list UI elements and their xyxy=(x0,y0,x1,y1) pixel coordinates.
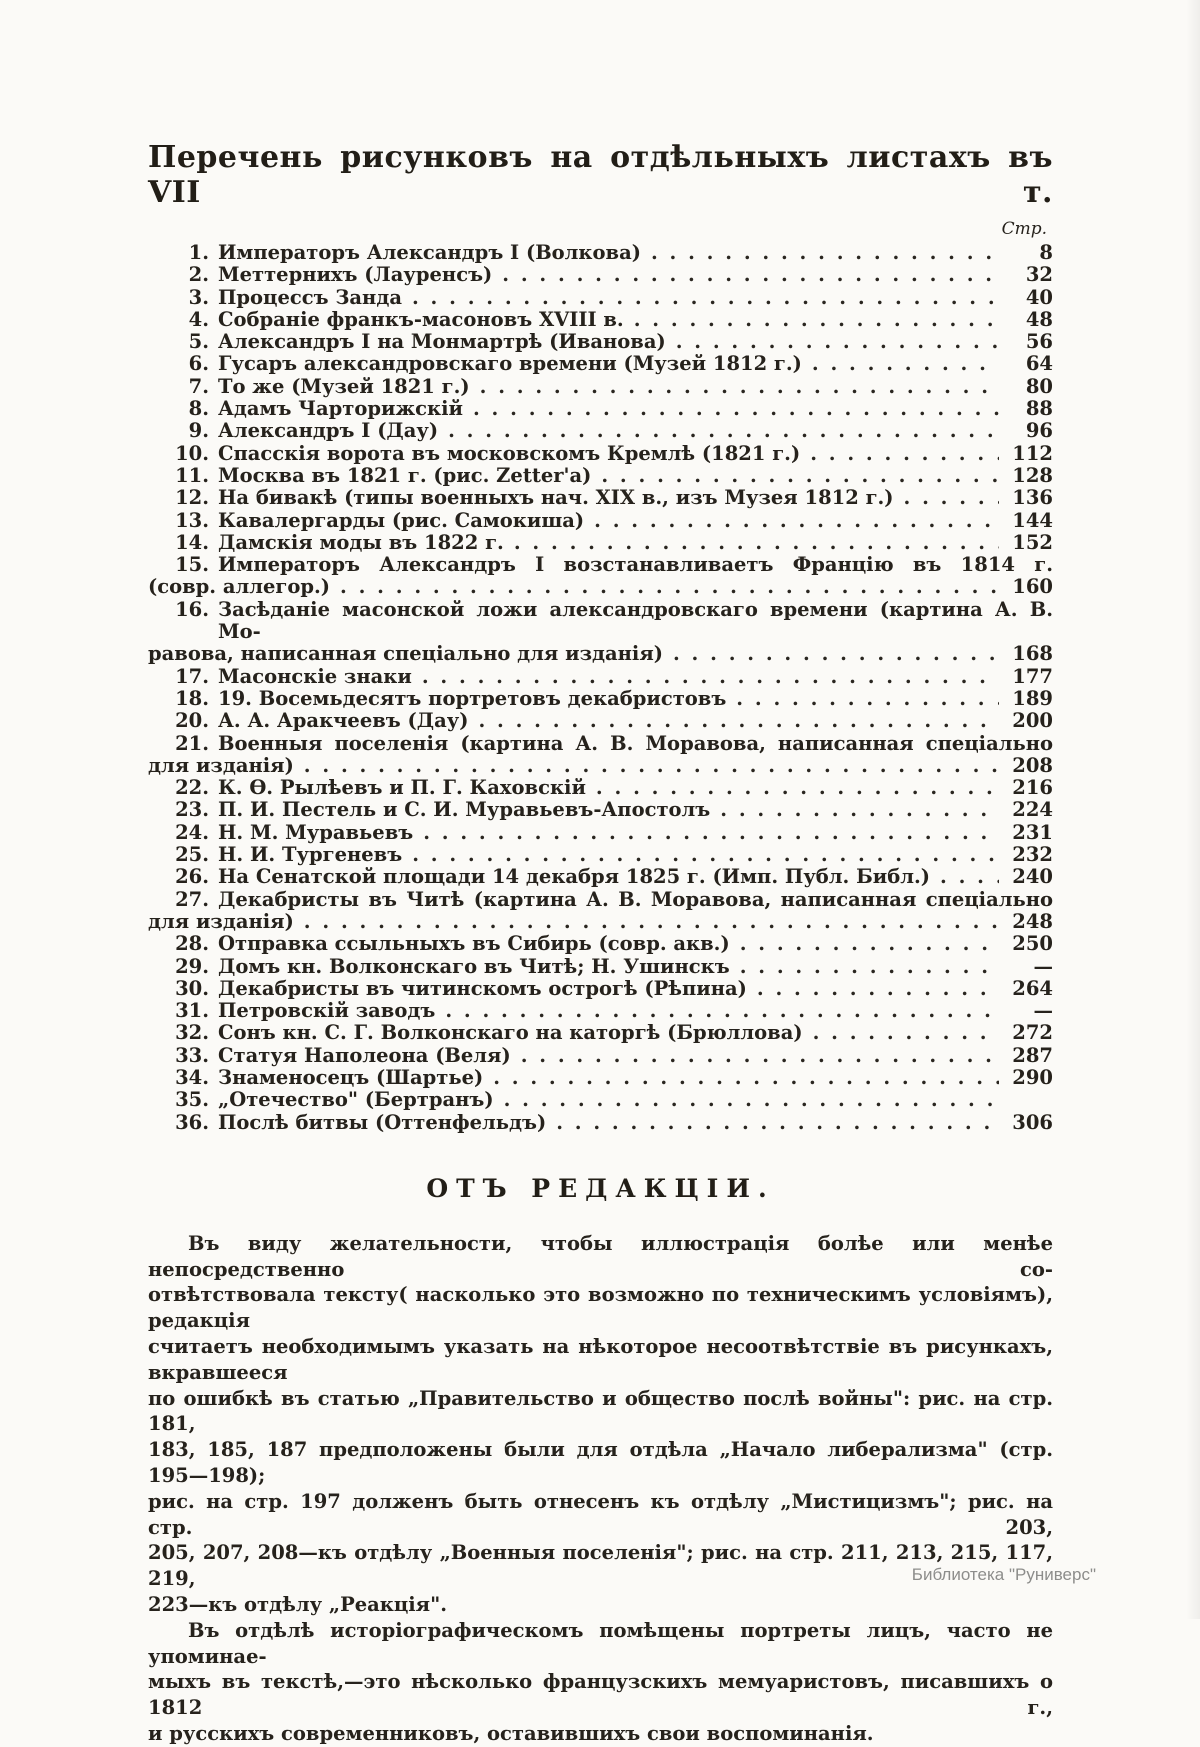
entry-text: Адамъ Чарторижскій xyxy=(218,397,463,421)
entry-text: Отправка ссыльныхъ въ Сибирь (совр. акв.) xyxy=(218,932,730,956)
entry-text: Статуя Наполеона (Веля) xyxy=(218,1043,511,1067)
entry-page-number: 250 xyxy=(1012,932,1053,956)
entry-continuation-text: (совр. аллегор.) xyxy=(148,575,331,599)
entry-text: 19. Восемьдесятъ портретовъ декабристовъ xyxy=(218,686,727,710)
entry-page-number: — xyxy=(1033,999,1053,1023)
paragraph-line: рис. на стр. 197 долженъ быть отнесенъ къ отдѣлу „Мистицизмъ"; рис. на стр. 203, xyxy=(148,1489,1053,1539)
list-entry xyxy=(148,1089,1053,1111)
entry-number: 11. xyxy=(175,463,209,487)
list-entry xyxy=(148,353,1053,375)
list-entry xyxy=(148,933,1053,955)
paragraph-line: 223—къ отдѣлу „Реакція". xyxy=(148,1593,448,1617)
dot-leader xyxy=(448,420,999,442)
entry-text: Меттернихъ (Лауренсъ) xyxy=(218,263,493,287)
list-entry xyxy=(148,1000,1053,1022)
dot-leader xyxy=(740,933,999,955)
entry-number: 36. xyxy=(175,1110,209,1134)
entry-line xyxy=(148,376,1053,398)
entry-continuation-text: для изданія) xyxy=(148,753,294,777)
entry-line xyxy=(148,510,1053,532)
entry-text: Петровскій заводъ xyxy=(218,999,436,1023)
entry-page-number: 306 xyxy=(1012,1110,1053,1134)
list-entry xyxy=(148,554,1053,599)
entry-number: 27. xyxy=(175,887,209,911)
list-entry xyxy=(148,331,1053,353)
dot-leader xyxy=(813,1022,999,1044)
entry-page-number: 287 xyxy=(1012,1043,1053,1067)
list-entry xyxy=(148,242,1053,264)
editorial-paragraph xyxy=(148,1618,1053,1747)
entry-number: 15. xyxy=(175,553,209,577)
entry-text: Сонъ кн. С. Г. Волконскаго на каторгѣ (Брюллова) xyxy=(218,1021,803,1045)
entry-line xyxy=(148,844,1053,866)
entry-line xyxy=(148,799,1053,821)
entry-page-number: 8 xyxy=(1039,241,1053,264)
entry-page-number: 248 xyxy=(1012,909,1053,933)
entry-continuation xyxy=(148,911,1053,933)
entry-line xyxy=(148,1022,1053,1044)
entry-line xyxy=(148,465,1053,487)
entry-line xyxy=(148,1089,1053,1111)
entry-line xyxy=(148,956,1053,978)
entry-number: 5. xyxy=(188,330,209,354)
list-entry xyxy=(148,889,1053,934)
entry-text: Декабристы въ Читѣ (картина А. В. Моравова, написанная спеціально xyxy=(218,887,1053,911)
entry-page-number: 144 xyxy=(1012,508,1053,532)
entry-line xyxy=(148,532,1053,554)
dot-leader xyxy=(940,866,999,888)
list-entry xyxy=(148,666,1053,688)
entry-page-number: 96 xyxy=(1025,419,1053,443)
dot-leader xyxy=(493,1067,999,1089)
entry-line xyxy=(148,1067,1053,1089)
entry-page-number: 200 xyxy=(1012,709,1053,733)
entry-text: „Отечество" (Бертранъ) xyxy=(218,1088,494,1112)
entry-number: 34. xyxy=(175,1065,209,1089)
dot-leader xyxy=(651,242,999,264)
library-watermark: Библиотека "Руниверс" xyxy=(911,1565,1096,1584)
entry-text: Домъ кн. Волконскаго въ Читѣ; Н. Ушинскъ xyxy=(218,954,730,978)
entry-number: 33. xyxy=(175,1043,209,1067)
entry-line xyxy=(148,1000,1053,1022)
entry-text: Масонскіе знаки xyxy=(218,664,412,688)
list-entry xyxy=(148,1067,1053,1089)
entry-number: 7. xyxy=(188,374,209,398)
entry-line xyxy=(148,889,1053,911)
entry-line xyxy=(148,242,1053,264)
entry-line xyxy=(148,733,1053,755)
dot-leader xyxy=(340,576,999,598)
entry-line xyxy=(148,487,1053,509)
dot-leader xyxy=(412,287,999,309)
paragraph-line: 183, 185, 187 предположены были для отдѣла „Начало либерализма" (стр. 195—198); xyxy=(148,1438,1053,1488)
entry-number: 25. xyxy=(175,843,209,867)
entry-text: Военныя поселенія (картина А. В. Моравова, написанная спеціально xyxy=(218,731,1053,755)
list-entry xyxy=(148,309,1053,331)
entry-page-number: 177 xyxy=(1012,664,1053,688)
entry-line xyxy=(148,933,1053,955)
entry-text: Знаменосецъ (Шартье) xyxy=(218,1065,484,1089)
entry-line xyxy=(148,822,1053,844)
entry-page-number: 290 xyxy=(1012,1065,1053,1089)
entry-text: Н. М. Муравьевъ xyxy=(218,820,414,844)
entry-page-number: 232 xyxy=(1012,843,1053,867)
list-entry xyxy=(148,532,1053,554)
entry-number: 35. xyxy=(175,1088,209,1112)
entry-number: 6. xyxy=(188,352,209,376)
entry-text: Послѣ битвы (Оттенфельдъ) xyxy=(218,1110,547,1134)
entry-text: Москва въ 1821 г. (рис. Zetter'а) xyxy=(218,463,592,487)
paragraph-line: и русскихъ современниковъ, оставившихъ свои воспоминанія. xyxy=(148,1722,874,1746)
entry-page-number: 231 xyxy=(1012,820,1053,844)
paragraph-line: по ошибкѣ въ статью „Правительство и общество послѣ войны": рис. на стр. 181, xyxy=(148,1386,1053,1436)
list-entry xyxy=(148,487,1053,509)
dot-leader xyxy=(504,1089,999,1111)
dot-leader xyxy=(502,264,999,286)
list-entry xyxy=(148,844,1053,866)
entry-page-number: 56 xyxy=(1025,330,1053,354)
dot-leader xyxy=(514,532,999,554)
list-entry xyxy=(148,287,1053,309)
dot-leader xyxy=(812,353,999,375)
entry-text: Александръ I (Дау) xyxy=(218,419,439,443)
entry-line xyxy=(148,264,1053,286)
entry-page-number: 168 xyxy=(1012,642,1053,666)
entry-line xyxy=(148,688,1053,710)
entry-number: 32. xyxy=(175,1021,209,1045)
entry-text: А. А. Аракчеевъ (Дау) xyxy=(218,709,469,733)
dot-leader xyxy=(423,822,999,844)
list-entry xyxy=(148,420,1053,442)
entry-page-number: 189 xyxy=(1012,686,1053,710)
entry-page-number: 64 xyxy=(1025,352,1053,376)
list-entry xyxy=(148,599,1053,666)
dot-leader xyxy=(757,978,999,1000)
entry-text: Кавалергарды (рис. Самокиша) xyxy=(218,508,585,532)
entry-number: 23. xyxy=(175,798,209,822)
entry-number: 4. xyxy=(188,307,209,331)
scan-edge-shadow xyxy=(1186,0,1200,1619)
entry-number: 31. xyxy=(175,999,209,1023)
entry-text: Н. И. Тургеневъ xyxy=(218,843,403,867)
dot-leader xyxy=(445,1000,999,1022)
entry-page-number: 224 xyxy=(1012,798,1053,822)
entry-number: 24. xyxy=(175,820,209,844)
paragraph-line: Въ отдѣлѣ исторіографическомъ помѣщены портреты лицъ, часто не упоминае- xyxy=(148,1618,1053,1668)
entry-line xyxy=(148,420,1053,442)
list-entry xyxy=(148,978,1053,1000)
page-column-label: Стр. xyxy=(1001,219,1047,239)
dot-leader xyxy=(596,777,999,799)
entry-line xyxy=(148,866,1053,888)
entry-continuation xyxy=(148,576,1053,598)
entry-page-number: 48 xyxy=(1025,307,1053,331)
entry-text: Императоръ Александръ I (Волкова) xyxy=(218,241,641,264)
list-entry xyxy=(148,688,1053,710)
entry-text: Спасскія ворота въ московскомъ Кремлѣ (1821 г.) xyxy=(218,441,801,465)
entry-page-number: 136 xyxy=(1012,486,1053,510)
entry-number: 20. xyxy=(175,709,209,733)
editorial-paragraph xyxy=(148,1231,1053,1618)
entry-page-number: 80 xyxy=(1025,374,1053,398)
entry-page-number: 272 xyxy=(1012,1021,1053,1045)
entry-line xyxy=(148,398,1053,420)
paragraph-line: считаетъ необходимымъ указать на нѣкоторое несоотвѣтствіе въ рисункахъ, вкравшееся xyxy=(148,1335,1053,1384)
entry-line xyxy=(148,353,1053,375)
entry-continuation-text: для изданія) xyxy=(148,909,294,933)
list-entry xyxy=(148,710,1053,732)
entry-text: На бивакѣ (типы военныхъ нач. XIX в., изъ Музея 1812 г.) xyxy=(218,486,894,510)
entry-number: 16. xyxy=(175,597,209,621)
dot-leader xyxy=(676,331,999,353)
entry-number: 1. xyxy=(188,241,209,264)
entry-text: Императоръ Александръ I возстанавливаетъ Францію въ 1814 г. xyxy=(218,553,1053,577)
entry-line xyxy=(148,1045,1053,1067)
entry-number: 22. xyxy=(175,776,209,800)
dot-leader xyxy=(810,443,999,465)
entry-text: Засѣданіе масонской ложи александровскаго времени (картина А. В. Мо- xyxy=(218,597,1053,644)
entry-page-number: 152 xyxy=(1012,530,1053,554)
entry-text: К. Ѳ. Рылѣевъ и П. Г. Каховскій xyxy=(218,776,586,800)
dot-leader xyxy=(422,666,999,688)
entry-page-number: 216 xyxy=(1012,776,1053,800)
entry-number: 3. xyxy=(188,285,209,309)
entry-page-number: 128 xyxy=(1012,463,1053,487)
page-title: Перечень рисунковъ на отдѣльныхъ листахъ въ VII т. xyxy=(148,140,1053,210)
entry-line xyxy=(148,710,1053,732)
list-entry xyxy=(148,510,1053,532)
entry-page-number: 112 xyxy=(1012,441,1053,465)
list-entry xyxy=(148,1022,1053,1044)
entry-line xyxy=(148,599,1053,644)
list-entry xyxy=(148,799,1053,821)
illustration-list xyxy=(148,242,1053,1134)
entry-line xyxy=(148,331,1053,353)
dot-leader xyxy=(720,799,999,821)
list-entry xyxy=(148,866,1053,888)
entry-line xyxy=(148,309,1053,331)
entry-page-number: 264 xyxy=(1012,976,1053,1000)
entry-text: Александръ I на Монмартрѣ (Иванова) xyxy=(218,330,666,354)
dot-leader xyxy=(601,465,999,487)
list-entry xyxy=(148,956,1053,978)
dot-leader xyxy=(480,376,999,398)
dot-leader xyxy=(473,398,999,420)
page-content xyxy=(148,140,1053,1747)
entry-number: 14. xyxy=(175,530,209,554)
entry-line xyxy=(148,443,1053,465)
entry-page-number: 88 xyxy=(1025,397,1053,421)
dot-leader xyxy=(634,309,999,331)
list-entry xyxy=(148,733,1053,778)
entry-line xyxy=(148,554,1053,576)
paragraph-line: 205, 207, 208—къ отдѣлу „Военныя поселенія"; рис. на стр. 211, 213, 215, 117, 219, xyxy=(148,1541,1053,1591)
list-entry xyxy=(148,465,1053,487)
editorial-heading: ОТЪ РЕДАКЦІИ. xyxy=(426,1173,775,1203)
dot-leader xyxy=(736,688,999,710)
entry-number: 21. xyxy=(175,731,209,755)
entry-text: Гусаръ александровскаго времени (Музей 1812 г.) xyxy=(218,352,802,376)
list-entry xyxy=(148,398,1053,420)
entry-number: 30. xyxy=(175,976,209,1000)
dot-leader xyxy=(556,1112,999,1134)
list-entry xyxy=(148,376,1053,398)
entry-text: Собраніе франкъ-масоновъ XVIII в. xyxy=(218,307,624,331)
list-entry xyxy=(148,443,1053,465)
list-entry xyxy=(148,1045,1053,1067)
entry-continuation xyxy=(148,755,1053,777)
editorial-paragraphs xyxy=(148,1231,1053,1747)
list-entry xyxy=(148,1112,1053,1134)
entry-text: Дамскія моды въ 1822 г. xyxy=(218,530,504,554)
entry-number: 10. xyxy=(175,441,209,465)
dot-leader xyxy=(594,510,999,532)
entry-text: П. И. Пестель и С. И. Муравьевъ-Апостолъ xyxy=(218,798,711,822)
entry-continuation xyxy=(148,643,1053,665)
paragraph-line: Въ виду желательности, чтобы иллюстрація болѣе или менѣе непосредственно со- xyxy=(148,1231,1053,1281)
entry-page-number: 32 xyxy=(1025,263,1053,287)
entry-line xyxy=(148,666,1053,688)
dot-leader xyxy=(673,643,999,665)
entry-line xyxy=(148,978,1053,1000)
dot-leader xyxy=(304,911,999,933)
entry-line xyxy=(148,777,1053,799)
entry-text: То же (Музей 1821 г.) xyxy=(218,374,470,398)
entry-number: 29. xyxy=(175,954,209,978)
entry-page-number: 160 xyxy=(1012,575,1053,599)
dot-leader xyxy=(412,844,999,866)
entry-number: 26. xyxy=(175,865,209,889)
entry-line xyxy=(148,1112,1053,1134)
entry-continuation-text: равова, написанная спеціально для изданія) xyxy=(148,642,663,666)
entry-number: 8. xyxy=(188,397,209,421)
entry-text: На Сенатской площади 14 декабря 1825 г. (Имп. Публ. Библ.) xyxy=(218,865,931,889)
entry-text: Процессъ Занда xyxy=(218,285,402,309)
dot-leader xyxy=(478,710,999,732)
entry-number: 2. xyxy=(188,263,209,287)
entry-page-number: 208 xyxy=(1012,753,1053,777)
list-entry xyxy=(148,777,1053,799)
paragraph-line: отвѣтствовала тексту( насколько это возможно по техническимъ условіямъ), редакція xyxy=(148,1283,1053,1333)
entry-line xyxy=(148,287,1053,309)
entry-page-number: 240 xyxy=(1012,865,1053,889)
entry-number: 9. xyxy=(188,419,209,443)
dot-leader xyxy=(740,956,999,978)
entry-number: 13. xyxy=(175,508,209,532)
dot-leader xyxy=(904,487,999,509)
entry-number: 17. xyxy=(175,664,209,688)
entry-number: 12. xyxy=(175,486,209,510)
entry-page-number: 40 xyxy=(1025,285,1053,309)
list-entry xyxy=(148,264,1053,286)
list-entry xyxy=(148,822,1053,844)
paragraph-line: мыхъ въ текстѣ,—это нѣсколько французскихъ мемуаристовъ, писавшихъ о 1812 г., xyxy=(148,1670,1053,1720)
dot-leader xyxy=(304,755,999,777)
entry-number: 18. xyxy=(175,686,209,710)
entry-number: 28. xyxy=(175,932,209,956)
entry-page-number: — xyxy=(1033,954,1053,978)
entry-text: Декабристы въ читинскомъ острогѣ (Рѣпина) xyxy=(218,976,747,1000)
dot-leader xyxy=(521,1045,999,1067)
